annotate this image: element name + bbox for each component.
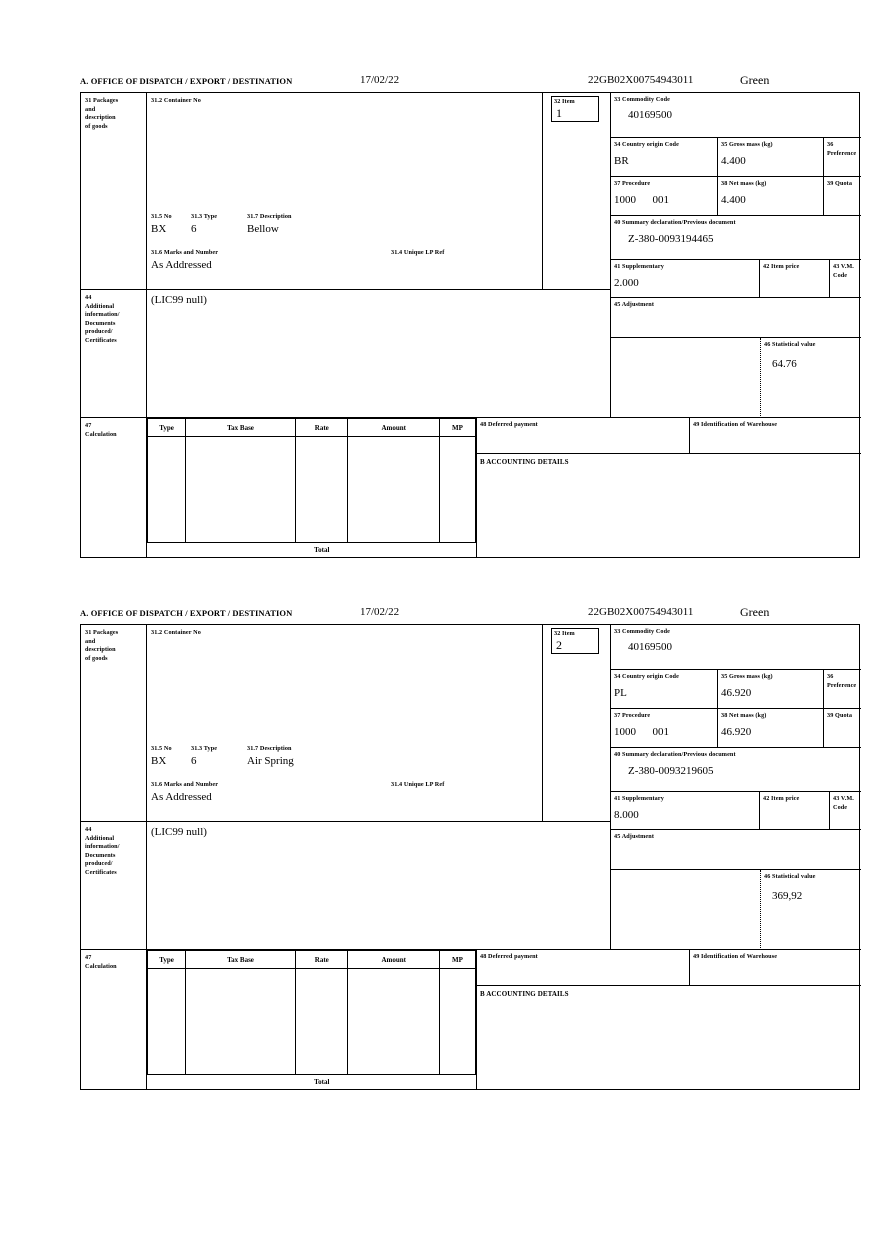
marks-and-number-value: As Addressed — [151, 259, 212, 271]
cell-mp — [439, 437, 475, 543]
item-number-box — [551, 628, 599, 654]
box-49-warehouse-id — [689, 949, 861, 985]
total-spacer-mid — [186, 542, 296, 558]
box-38-net-mass — [717, 176, 823, 215]
box-47-label-line-1: 47 — [85, 954, 92, 961]
table-row — [148, 969, 476, 1075]
country-origin-value: BR — [614, 154, 629, 167]
total-value — [348, 1074, 440, 1090]
column-header-tax-base: Tax Base — [186, 951, 296, 969]
box-37-label: 37 Procedure — [614, 712, 651, 719]
box-31-label-line-1: 31 Packages — [85, 629, 119, 636]
box-39-quota — [823, 176, 861, 215]
box-b-accounting-details — [477, 453, 861, 558]
box-35-label: 35 Gross mass (kg) — [721, 141, 773, 148]
box-45-adjustment — [611, 829, 861, 869]
item-number-value: 2 — [556, 638, 562, 652]
box-42-item-price — [759, 259, 829, 297]
box-31-label — [81, 625, 147, 821]
box-36-label: 36 Preference — [827, 141, 857, 157]
column-header-mp: MP — [439, 419, 475, 437]
box-31-label-line-1: 31 Packages — [85, 97, 119, 104]
pkg-type-label: 31.3 Type — [191, 745, 218, 752]
unique-lp-ref-label: 31.4 Unique LP Ref — [391, 249, 445, 256]
total-value — [348, 542, 440, 558]
box-46-statistical-value — [761, 870, 861, 950]
box-46-divider — [611, 338, 761, 418]
pkg-type-value: 6 — [191, 223, 197, 235]
box-43-label: 43 V.M. Code — [833, 263, 854, 279]
pkg-type-label: 31.3 Type — [191, 213, 218, 220]
form-body — [80, 624, 860, 1090]
cell-tax-base — [186, 969, 296, 1075]
box-41-supplementary — [611, 791, 759, 829]
declaration-form-2 — [80, 605, 862, 1090]
box-41-label: 41 Supplementary — [614, 795, 664, 802]
gross-mass-value: 46.920 — [721, 686, 752, 699]
box-46-statistical-value — [761, 338, 861, 418]
item-number-value: 1 — [556, 106, 562, 120]
calculation-table — [147, 418, 476, 558]
box-34-country-origin — [611, 137, 717, 176]
box-43-vm-code — [829, 791, 861, 829]
container-no-label: 31.2 Container No — [151, 629, 201, 636]
box-37-procedure — [611, 708, 717, 747]
movement-reference-number: 22GB02X00754943011 — [588, 606, 694, 618]
box-41-label: 41 Supplementary — [614, 263, 664, 270]
supplementary-value: 8.000 — [614, 808, 639, 821]
cell-type — [148, 437, 186, 543]
box-b-label: B ACCOUNTING DETAILS — [480, 990, 569, 998]
box-40-previous-document — [611, 215, 861, 259]
box-47-label-line-1: 47 — [85, 422, 92, 429]
statistical-value: 369,92 — [772, 889, 803, 902]
additional-information-value: (LIC99 null) — [151, 826, 207, 838]
declaration-date: 17/02/22 — [360, 606, 400, 618]
unique-lp-ref-label: 31.4 Unique LP Ref — [391, 781, 445, 788]
pkg-description-value: Bellow — [247, 223, 279, 235]
box-35-gross-mass — [717, 137, 823, 176]
total-label: Total — [314, 546, 330, 555]
total-spacer-left — [148, 542, 186, 558]
box-47-calculation-table — [147, 417, 477, 558]
box-35-gross-mass — [717, 669, 823, 708]
item-number-box — [551, 96, 599, 122]
box-43-label: 43 V.M. Code — [833, 795, 854, 811]
box-48-label: 48 Deferred payment — [480, 953, 538, 960]
box-33-label: 33 Commodity Code — [614, 96, 671, 103]
cell-rate — [296, 969, 348, 1075]
pkg-description-label: 31.7 Description — [247, 745, 292, 752]
box-49-label: 49 Identification of Warehouse — [693, 421, 778, 428]
box-44-label-line-4: Documents — [85, 851, 116, 859]
box-44-label-line-5: produced/ — [85, 860, 113, 867]
pkg-type-value: 6 — [191, 755, 197, 767]
box-46-wrapper — [611, 337, 861, 417]
box-44-label-line-5: produced/ — [85, 328, 113, 335]
box-41-supplementary — [611, 259, 759, 297]
pkg-description-value: Air Spring — [247, 755, 294, 767]
box-48-label: 48 Deferred payment — [480, 421, 538, 428]
box-45-label: 45 Adjustment — [614, 833, 654, 840]
box-39-quota — [823, 708, 861, 747]
box-45-label: 45 Adjustment — [614, 301, 654, 308]
table-header-row — [148, 419, 476, 437]
box-34-label: 34 Country origin Code — [614, 141, 679, 148]
box-38-label: 38 Net mass (kg) — [721, 180, 767, 187]
box-31-label-line-2: and — [85, 637, 96, 645]
cell-mp — [439, 969, 475, 1075]
previous-document-value: Z-380-0093194465 — [628, 232, 714, 245]
box-46-label: 46 Statistical value — [764, 341, 816, 348]
net-mass-value: 4.400 — [721, 193, 746, 206]
office-of-dispatch-label: A. OFFICE OF DISPATCH / EXPORT / DESTINATION — [80, 76, 293, 86]
box-32-item — [543, 93, 611, 289]
box-38-net-mass — [717, 708, 823, 747]
box-44-content — [147, 821, 611, 949]
table-header-row — [148, 951, 476, 969]
box-49-warehouse-id — [689, 417, 861, 453]
box-44-label — [81, 289, 147, 417]
box-37-procedure — [611, 176, 717, 215]
box-47-label — [81, 417, 147, 558]
box-47-label-line-2: Calculation — [85, 430, 117, 438]
box-43-vm-code — [829, 259, 861, 297]
box-42-label: 42 Item price — [763, 795, 800, 802]
box-42-item-price — [759, 791, 829, 829]
box-44-label-line-1: 44 — [85, 294, 92, 301]
box-47-label-line-2: Calculation — [85, 962, 117, 970]
pkg-no-label: 31.5 No — [151, 213, 172, 220]
marks-and-number-label: 31.6 Marks and Number — [151, 249, 219, 256]
total-spacer-left — [148, 1074, 186, 1090]
total-spacer-mid — [186, 1074, 296, 1090]
box-b-label: B ACCOUNTING DETAILS — [480, 458, 569, 466]
box-44-label-line-2: Additional — [85, 302, 115, 310]
box-32-label: 32 Item — [554, 98, 575, 105]
form-body — [80, 92, 860, 558]
box-b-accounting-details — [477, 985, 861, 1090]
cell-tax-base — [186, 437, 296, 543]
box-40-previous-document — [611, 747, 861, 791]
box-36-preference — [823, 137, 861, 176]
total-spacer-right — [439, 1074, 475, 1090]
gross-mass-value: 4.400 — [721, 154, 746, 167]
box-44-label-line-3: information/ — [85, 843, 120, 850]
box-31-label-line-3: description — [85, 646, 116, 653]
box-44-label — [81, 821, 147, 949]
box-44-label-line-6: Certificates — [85, 868, 117, 876]
box-44-label-line-4: Documents — [85, 319, 116, 327]
procedure-value: 1000 001 — [614, 193, 669, 206]
column-header-type: Type — [148, 419, 186, 437]
net-mass-value: 46.920 — [721, 725, 752, 738]
pkg-no-value: BX — [151, 755, 167, 767]
declaration-date: 17/02/22 — [360, 74, 400, 86]
cell-type — [148, 969, 186, 1075]
box-49-label: 49 Identification of Warehouse — [693, 953, 778, 960]
supplementary-value: 2.000 — [614, 276, 639, 289]
pkg-no-label: 31.5 No — [151, 745, 172, 752]
table-row — [148, 437, 476, 543]
box-33-commodity-code — [611, 93, 861, 137]
additional-information-value: (LIC99 null) — [151, 294, 207, 306]
lane-status: Green — [740, 73, 770, 87]
box-45-adjustment — [611, 297, 861, 337]
column-header-amount: Amount — [348, 951, 440, 969]
box-42-label: 42 Item price — [763, 263, 800, 270]
country-origin-value: PL — [614, 686, 627, 699]
box-36-preference — [823, 669, 861, 708]
box-32-item — [543, 625, 611, 821]
box-34-country-origin — [611, 669, 717, 708]
box-31-content — [147, 625, 543, 821]
container-no-label: 31.2 Container No — [151, 97, 201, 104]
box-44-label-line-2: Additional — [85, 834, 115, 842]
box-44-label-line-1: 44 — [85, 826, 92, 833]
box-31-label-line-4: of goods — [85, 654, 108, 662]
box-31-label-line-4: of goods — [85, 122, 108, 130]
pkg-description-label: 31.7 Description — [247, 213, 292, 220]
box-32-label: 32 Item — [554, 630, 575, 637]
box-31-content — [147, 93, 543, 289]
box-44-content — [147, 289, 611, 417]
column-header-rate: Rate — [296, 951, 348, 969]
box-31-label-line-3: description — [85, 114, 116, 121]
total-spacer-right — [439, 542, 475, 558]
cell-amount — [348, 437, 440, 543]
box-46-label: 46 Statistical value — [764, 873, 816, 880]
movement-reference-number: 22GB02X00754943011 — [588, 74, 694, 86]
box-36-label: 36 Preference — [827, 673, 857, 689]
commodity-code-value: 40169500 — [628, 108, 672, 121]
total-label: Total — [314, 1078, 330, 1087]
box-46-wrapper — [611, 869, 861, 949]
column-header-type: Type — [148, 951, 186, 969]
box-44-label-line-3: information/ — [85, 311, 120, 318]
form-header — [80, 605, 862, 624]
table-total-row — [148, 1074, 476, 1090]
previous-document-value: Z-380-0093219605 — [628, 764, 714, 777]
box-44-label-line-6: Certificates — [85, 336, 117, 344]
box-48-deferred-payment — [477, 949, 689, 985]
box-39-label: 39 Quota — [827, 180, 853, 187]
box-48-deferred-payment — [477, 417, 689, 453]
column-header-tax-base: Tax Base — [186, 419, 296, 437]
form-header — [80, 73, 862, 92]
box-40-label: 40 Summary declaration/Previous document — [614, 751, 736, 758]
pkg-no-value: BX — [151, 223, 167, 235]
box-31-label-line-2: and — [85, 105, 96, 113]
box-37-label: 37 Procedure — [614, 180, 651, 187]
box-39-label: 39 Quota — [827, 712, 853, 719]
calculation-table — [147, 950, 476, 1090]
commodity-code-value: 40169500 — [628, 640, 672, 653]
box-38-label: 38 Net mass (kg) — [721, 712, 767, 719]
column-header-rate: Rate — [296, 419, 348, 437]
box-47-calculation-table — [147, 949, 477, 1090]
cell-amount — [348, 969, 440, 1075]
marks-and-number-label: 31.6 Marks and Number — [151, 781, 219, 788]
box-34-label: 34 Country origin Code — [614, 673, 679, 680]
procedure-value: 1000 001 — [614, 725, 669, 738]
office-of-dispatch-label: A. OFFICE OF DISPATCH / EXPORT / DESTINATION — [80, 608, 293, 618]
table-total-row — [148, 542, 476, 558]
declaration-form-1 — [80, 73, 862, 558]
cell-rate — [296, 437, 348, 543]
box-31-label — [81, 93, 147, 289]
box-40-label: 40 Summary declaration/Previous document — [614, 219, 736, 226]
statistical-value: 64.76 — [772, 357, 797, 370]
box-35-label: 35 Gross mass (kg) — [721, 673, 773, 680]
column-header-mp: MP — [439, 951, 475, 969]
marks-and-number-value: As Addressed — [151, 791, 212, 803]
box-33-commodity-code — [611, 625, 861, 669]
box-47-label — [81, 949, 147, 1090]
lane-status: Green — [740, 605, 770, 619]
box-33-label: 33 Commodity Code — [614, 628, 671, 635]
column-header-amount: Amount — [348, 419, 440, 437]
box-46-divider — [611, 870, 761, 950]
